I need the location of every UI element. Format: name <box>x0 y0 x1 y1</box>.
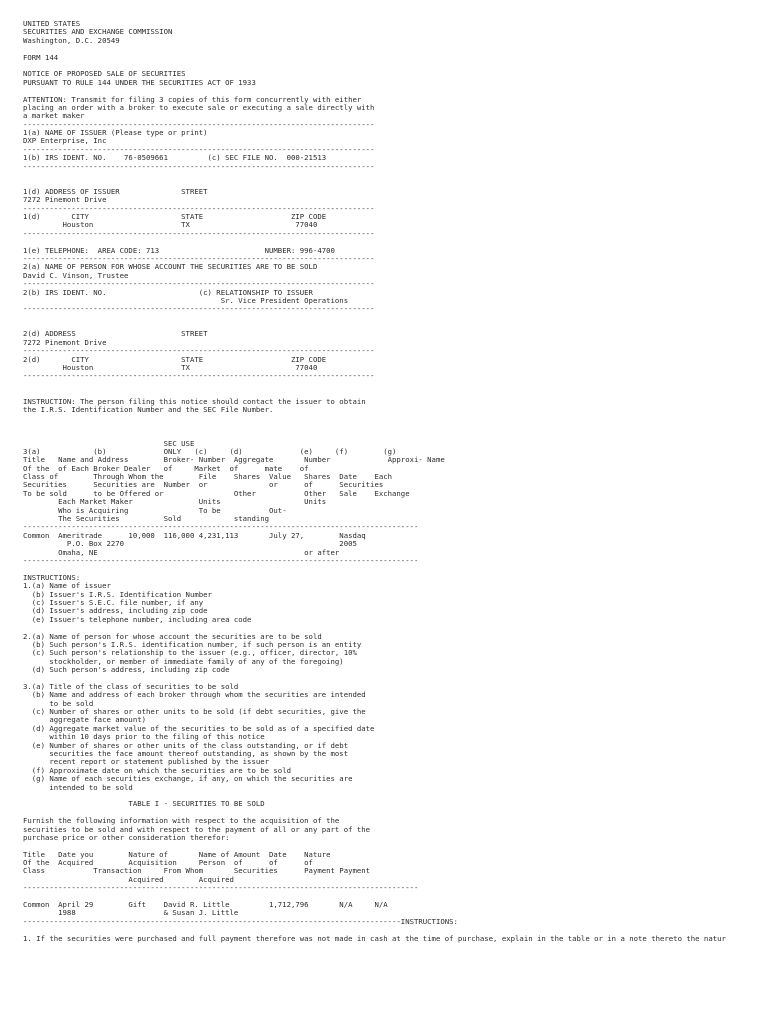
text-line: (c) Such person's relationship to the issuer (e.g., officer, director, 10% <box>23 648 357 658</box>
text-line: PURSUANT TO RULE 144 UNDER THE SECURITIES ACT OF 1933 <box>23 77 256 87</box>
text-line <box>23 423 770 431</box>
text-line: stockholder, or member of immediate family of any of the foregoing) <box>23 656 344 666</box>
text-line <box>23 45 770 53</box>
separator-line: -------------------------------------------------------------------------------- <box>23 371 375 381</box>
text-line: (e) Number of shares or other units of the class outstanding, or if debt <box>23 740 349 750</box>
text-line: Sr. Vice President Operations <box>23 295 349 305</box>
text-line: SEC USE <box>23 438 195 448</box>
text-line: FORM 144 <box>23 52 59 62</box>
text-line: aggregate face amount) <box>23 715 147 725</box>
text-line <box>23 414 770 422</box>
text-line: a market maker <box>23 111 85 121</box>
text-line: Furnish the following information with respect to the acquisition of the <box>23 816 340 826</box>
text-line: (d) Such person's address, including zip code <box>23 665 230 675</box>
text-line: Of the of Each Broker Dealer of Market of mate of <box>23 463 309 473</box>
text-line: TABLE I - SECURITIES TO BE SOLD <box>23 799 265 809</box>
text-line: SECURITIES AND EXCHANGE COMMISSION <box>23 27 173 37</box>
text-line: Common April 29 Gift David R. Little 1,712,796 N/A N/A <box>23 900 388 910</box>
text-line: the I.R.S. Identification Number and the SEC File Number. <box>23 404 274 414</box>
text-line <box>23 381 770 389</box>
text-line: NOTICE OF PROPOSED SALE OF SECURITIES <box>23 69 186 79</box>
text-line: securities the face amount thereof outstanding, as shown by the most <box>23 748 349 758</box>
text-line: Class of Through Whom the File Shares Value Shares Date Each <box>23 472 393 482</box>
separator-line: -------------------------------------------------------------------------------- <box>23 279 375 289</box>
text-line: UNITED STATES <box>23 20 81 28</box>
text-line: 2(a) NAME OF PERSON FOR WHOSE ACCOUNT THE SECURITIES ARE TO BE SOLD <box>23 262 318 272</box>
separator-line: -------------------------------------------------------------------------------- <box>23 346 375 356</box>
text-line: purchase price or other consideration therefor: <box>23 832 230 842</box>
text-line: (d) Issuer's address, including zip code <box>23 606 208 616</box>
text-line: 3.(a) Title of the class of securities to be sold <box>23 681 239 691</box>
text-line: (c) Number of shares or other units to be sold (if debt securities, give the <box>23 707 366 717</box>
text-line: Each Market Maker Units Units <box>23 497 327 507</box>
separator-line: ------------------------------------------------------------------------------------------ <box>23 883 419 893</box>
text-line: 3(a) (b) ONLY (c) (d) (e) (f) (g) <box>23 446 397 456</box>
text-line: within 10 days prior to the filing of this notice <box>23 732 265 742</box>
text-line: To be sold to be Offered or Other Other Sale Exchange <box>23 488 410 498</box>
text-line: 7272 Pinemont Drive <box>23 337 107 347</box>
form-144-document <box>23 20 770 943</box>
text-line: 1(e) TELEPHONE: AREA CODE: 713 NUMBER: 996-4700 <box>23 245 335 255</box>
text-line: (e) Issuer's telephone number, including area code <box>23 614 252 624</box>
separator-line: -------------------------------------------------------------------------------- <box>23 119 375 129</box>
text-line: ATTENTION: Transmit for filing 3 copies of this form concurrently with either <box>23 94 362 104</box>
text-line: Title Name and Address Broker- Number Aggregate Number Approxi- Name <box>23 455 445 465</box>
separator-line: -------------------------------------------------------------------------------- <box>23 144 375 154</box>
text-line: placing an order with a broker to execute sale or executing a sale directly with <box>23 102 375 112</box>
separator-line: -------------------------------------------------------------------------------- <box>23 253 375 263</box>
text-line <box>23 565 770 573</box>
text-line: David C. Vinson, Trustee <box>23 270 129 280</box>
text-line: Securities Securities are Number or or of Securities <box>23 480 384 490</box>
text-line: 1(d) CITY STATE ZIP CODE <box>23 211 327 221</box>
text-line: 1(d) ADDRESS OF ISSUER STREET <box>23 186 208 196</box>
text-line <box>23 314 770 322</box>
text-line: (f) Approximate date on which the securities are to be sold <box>23 765 291 775</box>
text-line <box>23 171 770 179</box>
text-line: (b) Issuer's I.R.S. Identification Number <box>23 589 212 599</box>
text-line: intended to be sold <box>23 782 133 792</box>
text-line: Class Transaction From Whom Securities Payment Payment <box>23 866 371 876</box>
text-line: 2(d) CITY STATE ZIP CODE <box>23 354 327 364</box>
separator-line: --------------------------------------------------------------------------------------INSTRUCTIONS: <box>23 916 458 926</box>
text-line: (c) Issuer's S.E.C. file number, if any <box>23 597 204 607</box>
text-line: P.O. Box 2270 2005 <box>23 539 357 549</box>
text-line: Title Date you Nature of Name of Amount Date Nature <box>23 849 331 859</box>
text-line: Washington, D.C. 20549 <box>23 35 120 45</box>
text-line: (b) Such person's I.R.S. identification number, if such person is an entity <box>23 639 362 649</box>
separator-line: -------------------------------------------------------------------------------- <box>23 304 375 314</box>
text-line: 1(b) IRS IDENT. NO. 76-0509661 (c) SEC FILE NO. 000-21513 <box>23 153 327 163</box>
text-line: 2.(a) Name of person for whose account the securities are to be sold <box>23 631 322 641</box>
separator-line: -------------------------------------------------------------------------------- <box>23 203 375 213</box>
text-line: recent report or statement published by the issuer <box>23 757 270 767</box>
text-line: 1.(a) Name of issuer <box>23 581 111 591</box>
text-line: 1. If the securities were purchased and full payment therefore was not made in cash at the time of purchase, explain in the table or in a note thereto the natur <box>23 933 726 943</box>
text-line: (d) Aggregate market value of the securities to be sold as of a specified date <box>23 723 375 733</box>
text-line: 7272 Pinemont Drive <box>23 195 107 205</box>
text-line: 2(d) ADDRESS STREET <box>23 329 208 339</box>
text-line: The Securities Sold standing <box>23 514 270 524</box>
text-line: INSTRUCTION: The person filing this notice should contact the issuer to obtain <box>23 396 366 406</box>
text-line: to be sold <box>23 698 94 708</box>
text-line: securities to be sold and with respect to the payment of all or any part of the <box>23 824 371 834</box>
text-line: Acquired Acquired <box>23 874 234 884</box>
text-line: Omaha, NE or after <box>23 547 340 557</box>
text-line: DXP Enterprise, Inc <box>23 136 107 146</box>
text-line: Who is Acquiring To be Out- <box>23 505 287 515</box>
separator-line: ------------------------------------------------------------------------------------------ <box>23 556 419 565</box>
text-line: INSTRUCTIONS: <box>23 572 81 582</box>
text-line: Houston TX 77040 <box>23 220 318 230</box>
text-line: 1(a) NAME OF ISSUER (Please type or print) <box>23 128 208 138</box>
text-line: 2(b) IRS IDENT. NO. (c) RELATIONSHIP TO ISSUER <box>23 287 313 297</box>
text-line: (b) Name and address of each broker through whom the securities are intended <box>23 690 366 700</box>
text-line: (g) Name of each securities exchange, if any, on which the securities are <box>23 774 353 784</box>
text-line: Houston TX 77040 <box>23 363 318 373</box>
text-line: 1988 & Susan J. Little <box>23 908 239 918</box>
text-line: Of the Acquired Acquisition Person of of of <box>23 858 313 868</box>
separator-line: -------------------------------------------------------------------------------- <box>23 228 375 238</box>
separator-line: -------------------------------------------------------------------------------- <box>23 161 375 171</box>
text-line: Common Ameritrade 10,000 116,000 4,231,113 July 27, Nasdaq <box>23 530 366 540</box>
separator-line: ------------------------------------------------------------------------------------------ <box>23 522 419 532</box>
